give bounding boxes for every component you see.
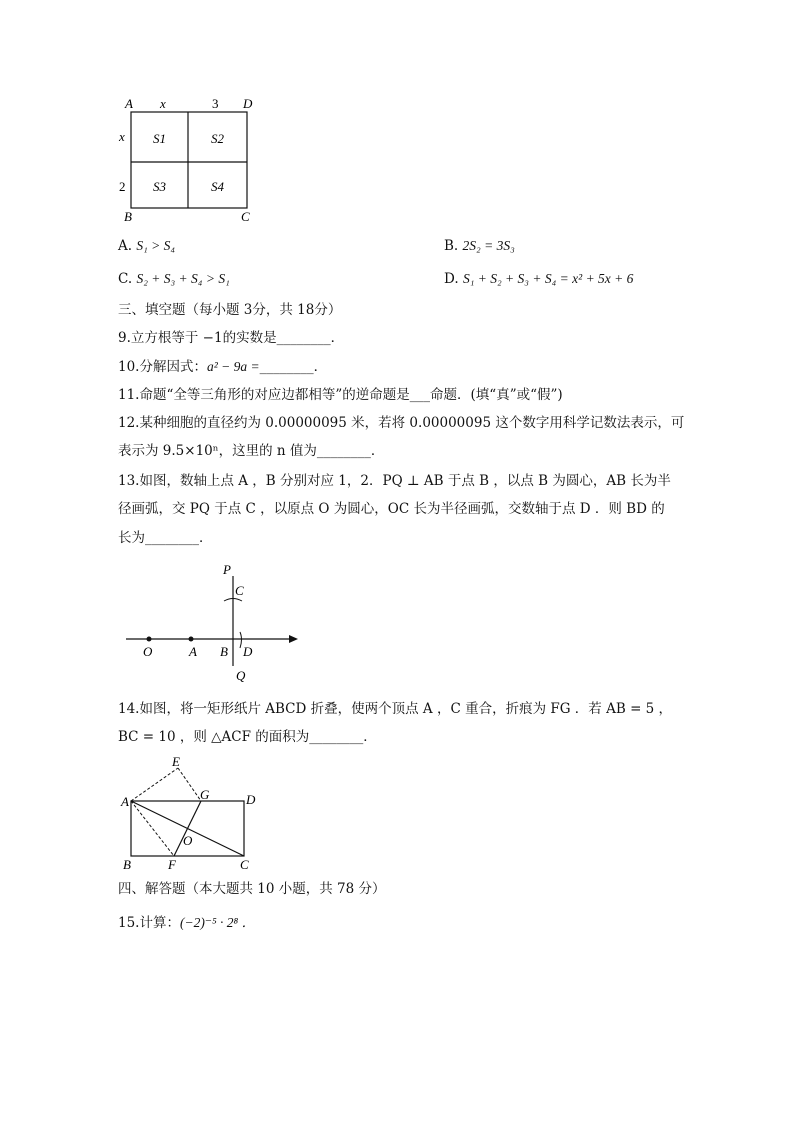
option-c-expr: S₂ + S₃ + S₄ > S₁ xyxy=(136,271,230,286)
label-P: P xyxy=(223,562,231,577)
label-A13: A xyxy=(189,644,197,659)
option-d-expr: S₁ + S₂ + S₃ + S₄ = x² + 5x + 6 xyxy=(462,271,634,286)
label-D14: D xyxy=(246,792,256,807)
cell-s4: S4 xyxy=(211,179,224,194)
q10-expr: a² − 9a = xyxy=(206,359,260,374)
label-D: D xyxy=(243,96,253,111)
option-d-prefix: D. xyxy=(444,271,463,287)
question-12-line2: 表示为 9.5×10ⁿ，这里的 n 值为________． xyxy=(118,443,385,459)
dash-eg xyxy=(178,768,201,801)
q9-end: ． xyxy=(330,330,345,346)
q15-text: 15.计算： xyxy=(118,915,180,931)
label-B: B xyxy=(124,209,132,224)
option-c-prefix: C. xyxy=(118,271,137,287)
question-14-line1: 14.如图，将一矩形纸片 ABCD 折叠，使两个顶点 A ，C 重合，折痕为 FG ．若 AB = 5 ， xyxy=(118,701,673,717)
question-13-line2: 径画弧，交 PQ 于点 C ，以原点 O 为圆心，OC 长为半径画弧，交数轴于点 D ．则 BD 的 xyxy=(118,501,665,517)
option-b-prefix: B. xyxy=(444,238,463,254)
option-a-expr: S₁ > S₄ xyxy=(136,238,176,253)
label-Q: Q xyxy=(236,668,246,683)
q15-expr: (−2)⁻⁵ · 2⁸ ． xyxy=(179,915,256,930)
section4-heading: 四、解答题（本大题共 10 小题，共 78 分） xyxy=(118,881,386,897)
question-12-line1: 12.某种细胞的直径约为 0.00000095 米，若将 0.00000095 这个数字用科学记数法表示，可 xyxy=(118,415,685,431)
label-two: 2 xyxy=(119,179,126,194)
label-x-top: x xyxy=(160,96,166,111)
option-b-expr: 2S₂ = 3S₃ xyxy=(462,238,515,253)
q10-text: 10.分解因式： xyxy=(118,359,207,375)
label-B14: B xyxy=(123,857,131,872)
q9-text: 9.立方根等于 −1的实数是 xyxy=(118,330,277,346)
label-C: C xyxy=(241,209,250,224)
label-three: 3 xyxy=(212,96,219,111)
question-15 xyxy=(118,913,255,933)
question-13-line1: 13.如图，数轴上点 A ，B 分别对应 1，2．PQ ⊥ AB 于点 B ，以点 B 为圆心，AB 长为半 xyxy=(118,473,671,489)
label-x-left: x xyxy=(119,129,125,144)
cell-s3: S3 xyxy=(153,179,166,194)
label-D13: D xyxy=(243,644,253,659)
label-A14: A xyxy=(121,794,129,809)
question-13-line3: 长为________． xyxy=(118,530,213,546)
label-O14: O xyxy=(183,833,193,848)
label-C14: C xyxy=(240,857,249,872)
label-G: G xyxy=(200,787,210,802)
label-C13: C xyxy=(235,583,244,598)
dash-af xyxy=(131,801,174,856)
question-14-line2: BC = 10 ，则 △ACF 的面积为________． xyxy=(118,729,377,745)
label-E: E xyxy=(172,754,180,769)
option-a-prefix: A. xyxy=(118,238,137,254)
dash-ae xyxy=(131,768,178,801)
label-O: O xyxy=(143,644,153,659)
q10-blank: ________ xyxy=(259,359,314,375)
cell-s2: S2 xyxy=(211,131,224,146)
cell-s1: S1 xyxy=(153,131,166,146)
label-F: F xyxy=(168,857,176,872)
q10-end: ． xyxy=(313,359,328,375)
label-B13: B xyxy=(220,644,228,659)
question-11: 11.命题“全等三角形的对应边都相等”的逆命题是___命题．(填“真”或“假”) xyxy=(118,387,563,403)
label-A: A xyxy=(125,96,133,111)
q9-blank: ________ xyxy=(276,330,331,346)
section3-heading: 三、填空题（每小题 3分，共 18分） xyxy=(118,302,342,318)
